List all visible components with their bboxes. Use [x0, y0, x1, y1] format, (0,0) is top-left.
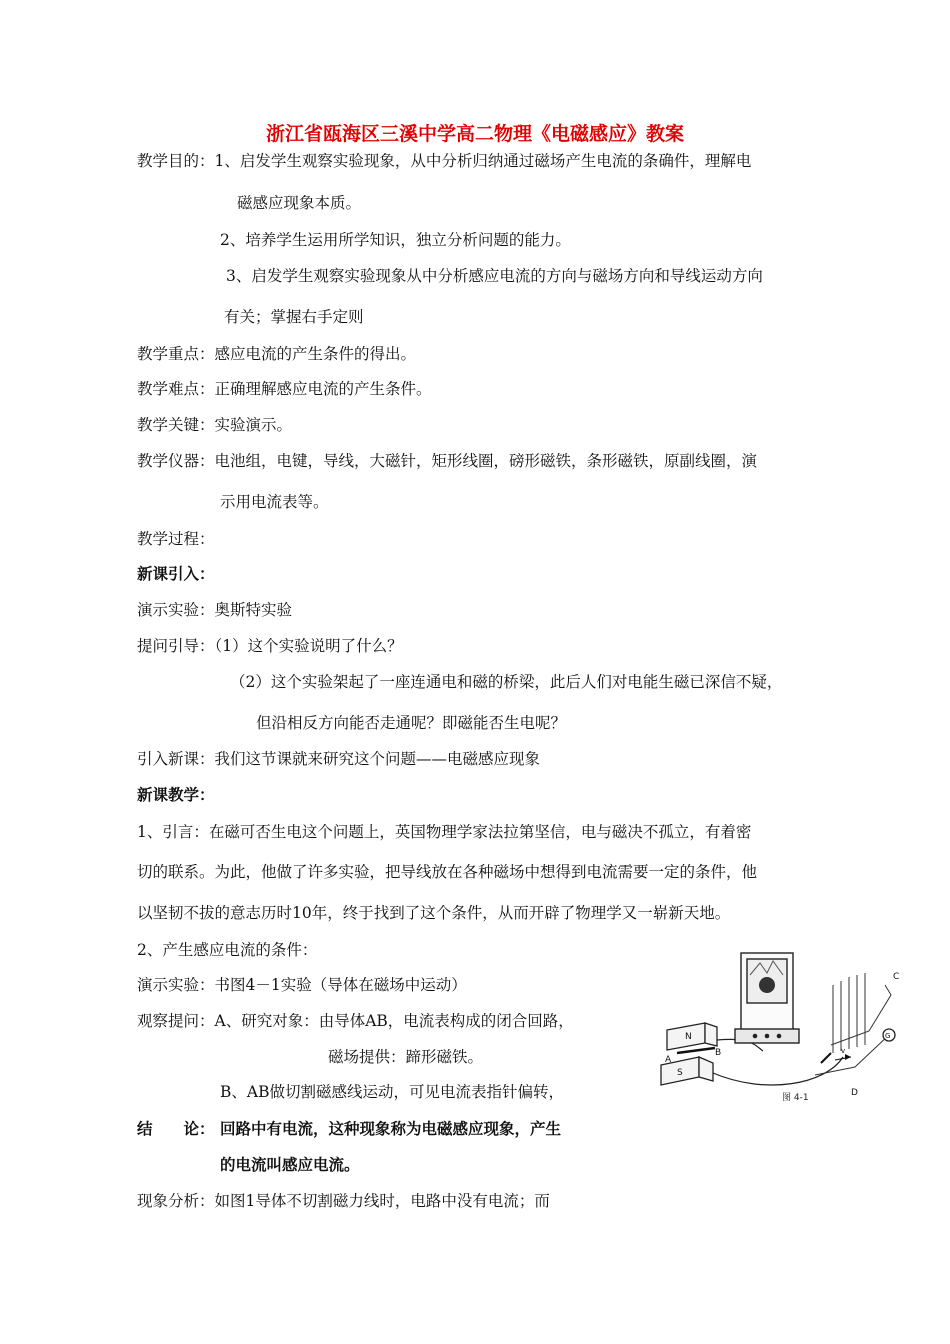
conclusion-text: 回路中有电流，这种现象称为电磁感应现象，产生 — [220, 1119, 562, 1138]
svg-text:C: C — [893, 972, 900, 982]
question-line-1: 提问引导：（1）这个实验说明了什么？ — [137, 637, 403, 655]
svg-text:A: A — [665, 1055, 672, 1065]
condition-heading: 2、产生感应电流的条件： — [137, 941, 318, 959]
objective-line-1: 教学目的：1、启发学生观察实验现象，从中分析归纳通过磁场产生电流的条确件，理解电 — [137, 152, 752, 170]
process-heading: 教学过程： — [137, 530, 215, 548]
new-teaching-heading: 新课教学： — [137, 785, 215, 804]
demo-oersted-line: 演示实验：奥斯特实验 — [137, 601, 293, 619]
preface-line-3: 以坚韧不拔的意志历时10年，终于找到了这个条件，从而开辟了物理学又一崭新天地。 — [137, 904, 731, 922]
intro-new-line: 引入新课：我们这节课就来研究这个问题——电磁感应现象 — [137, 750, 541, 768]
svg-text:S: S — [677, 1068, 683, 1078]
instruments-line-cont: 示用电流表等。 — [220, 493, 329, 511]
analysis-line: 现象分析：如图1导体不切割磁力线时，电路中没有电流；而 — [137, 1192, 550, 1210]
observation-line-a: 观察提问：A、研究对象：由导体AB，电流表构成的闭合回路， — [137, 1012, 574, 1030]
objective-line-2: 2、培养学生运用所学知识，独立分析问题的能力。 — [220, 231, 571, 249]
objective-line-3: 3、启发学生观察实验现象从中分析感应电流的方向与磁场方向和导线运动方向 — [226, 267, 763, 285]
intro-heading: 新课引入： — [137, 564, 215, 583]
demo-figure-line: 演示实验：书图4－1实验（导体在磁场中运动） — [137, 976, 467, 994]
difficulty-line: 教学难点：正确理解感应电流的产生条件。 — [137, 380, 432, 398]
preface-line-1: 1、引言：在磁可否生电这个问题上，英国物理学家法拉第坚信，电与磁决不孤立，有着密 — [137, 823, 752, 841]
conclusion-text-cont: 的电流叫感应电流。 — [220, 1155, 360, 1174]
svg-text:D: D — [851, 1088, 858, 1098]
svg-text:G: G — [885, 1032, 891, 1040]
conclusion-label: 结 论： — [137, 1119, 215, 1138]
document-title: 浙江省瓯海区三溪中学高二物理《电磁感应》教案 — [265, 123, 684, 145]
observation-line-a-cont: 磁场提供：蹄形磁铁。 — [328, 1048, 484, 1066]
key-line: 教学关键：实验演示。 — [137, 416, 293, 434]
figure-4-1-illustration — [655, 945, 917, 1101]
instruments-line: 教学仪器：电池组，电键，导线，大磁针，矩形线圈，磅形磁铁，条形磁铁，原副线圈，演 — [137, 452, 758, 470]
question-line-2: （2）这个实验架起了一座连通电和磁的桥梁，此后人们对电能生磁已深信不疑， — [230, 673, 783, 691]
observation-line-b: B、AB做切割磁感线运动，可见电流表指针偏转， — [220, 1083, 564, 1101]
objective-line-3-cont: 有关；掌握右手定则 — [224, 308, 364, 326]
svg-text:N: N — [685, 1032, 692, 1042]
objective-line-1-cont: 磁感应现象本质。 — [237, 194, 362, 212]
preface-line-2: 切的联系。为此，他做了许多实验，把导线放在各种磁场中想得到电流需要一定的条件，他 — [137, 863, 758, 881]
figure-caption: 图 4-1 — [782, 1093, 809, 1103]
question-line-2-cont: 但沿相反方向能否走通呢？即磁能否生电呢？ — [256, 714, 567, 732]
svg-text:B: B — [715, 1048, 722, 1058]
key-point-line: 教学重点：感应电流的产生条件的得出。 — [137, 345, 417, 363]
svg-text:v: v — [841, 1047, 846, 1055]
